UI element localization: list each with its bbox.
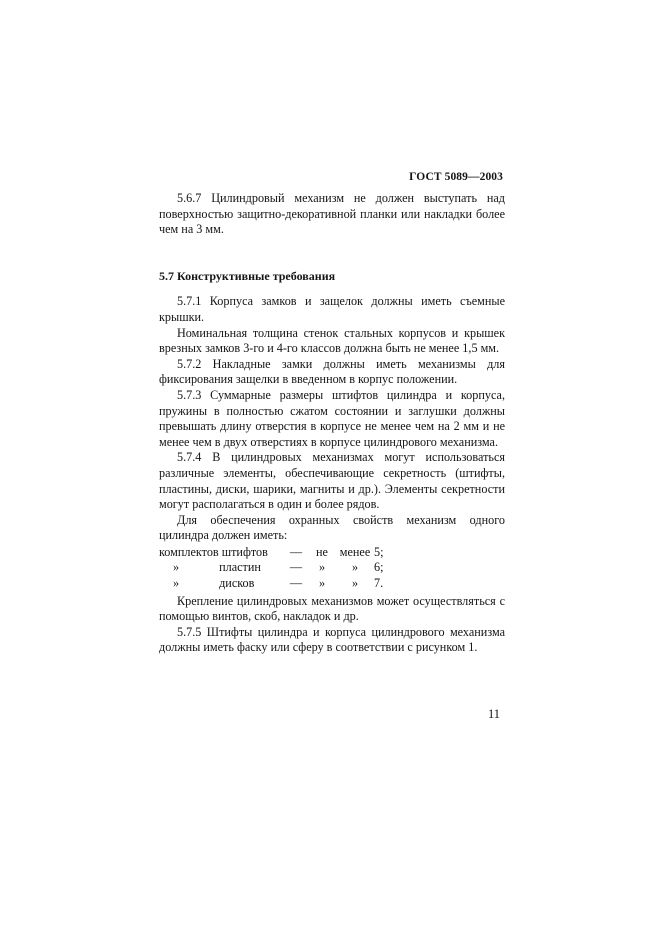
item-ne: » (318, 560, 326, 575)
item-name-cell (159, 576, 284, 592)
paragraph-5-7-5: 5.7.5 Штифты цилиндра и корпуса цилиндрового механизма должны иметь фаску или сферу в соответствии с рисунком 1. (159, 624, 505, 655)
paragraph-mounting: Крепление цилиндровых механизмов может осуществляться с помощью винтов, скоб, накладок и др. (159, 593, 505, 624)
paragraph-5-7-2: 5.7.2 Накладные замки должны иметь механизмы для фиксирования защелки в введенном в корпус положении. (159, 356, 505, 387)
item-dash: — (289, 560, 303, 575)
item-ne: » (318, 576, 326, 591)
item-name: комплектов штифтов (159, 544, 268, 559)
item-menee: менее (339, 544, 371, 559)
list-item (159, 576, 394, 592)
document-header: ГОСТ 5089—2003 (409, 171, 503, 183)
paragraph-wall-thickness: Номинальная толщина стенок стальных корпусов и крышек врезных замков 3-го и 4-го классов должна быть не менее 1,5 мм. (159, 325, 505, 356)
item-menee: » (351, 560, 359, 575)
page-number: 11 (488, 707, 501, 721)
security-elements-list (159, 545, 394, 592)
item-value: 5; (374, 544, 384, 559)
ditto-mark: » (173, 560, 180, 575)
item-dash: — (289, 576, 303, 591)
item-name: дисков (219, 576, 255, 591)
paragraph-security-intro: Для обеспечения охранных свойств механизм одного цилиндра должен иметь: (159, 512, 505, 543)
document-body (159, 191, 505, 656)
item-menee: » (351, 576, 359, 591)
paragraph-5-6-7: 5.6.7 Цилиндровый механизм не должен выступать над поверхностью защитно-декоративной планки или накладки более чем на 3 мм. (159, 191, 505, 237)
list-item (159, 545, 394, 561)
section-title: 5.7 Конструктивные требования (159, 268, 336, 283)
list-item (159, 560, 394, 576)
item-value: 6; (374, 560, 384, 575)
item-ne: не (316, 544, 328, 559)
paragraph-5-7-4: 5.7.4 В цилиндровых механизмах могут использоваться различные элементы, обеспечивающие секретность (штифты, пластины, диски, шарики, магниты и др.). Элементы секретности могут располагаться в один и более рядов. (159, 450, 505, 512)
item-name-cell (159, 560, 284, 576)
ditto-mark: » (173, 576, 180, 591)
item-value: 7. (374, 576, 384, 591)
item-name: пластин (219, 560, 261, 575)
paragraph-5-7-1: 5.7.1 Корпуса замков и защелок должны иметь съемные крышки. (159, 294, 505, 324)
paragraph-5-7-3: 5.7.3 Суммарные размеры штифтов цилиндра и корпуса, пружины в полностью сжатом состоянии и заглушки должны превышать длину отверстия в корпусе не менее чем на 2 мм и не менее чем в двух отверстиях в корпусе цилиндрового механизма. (159, 387, 505, 449)
item-dash: — (289, 544, 303, 559)
